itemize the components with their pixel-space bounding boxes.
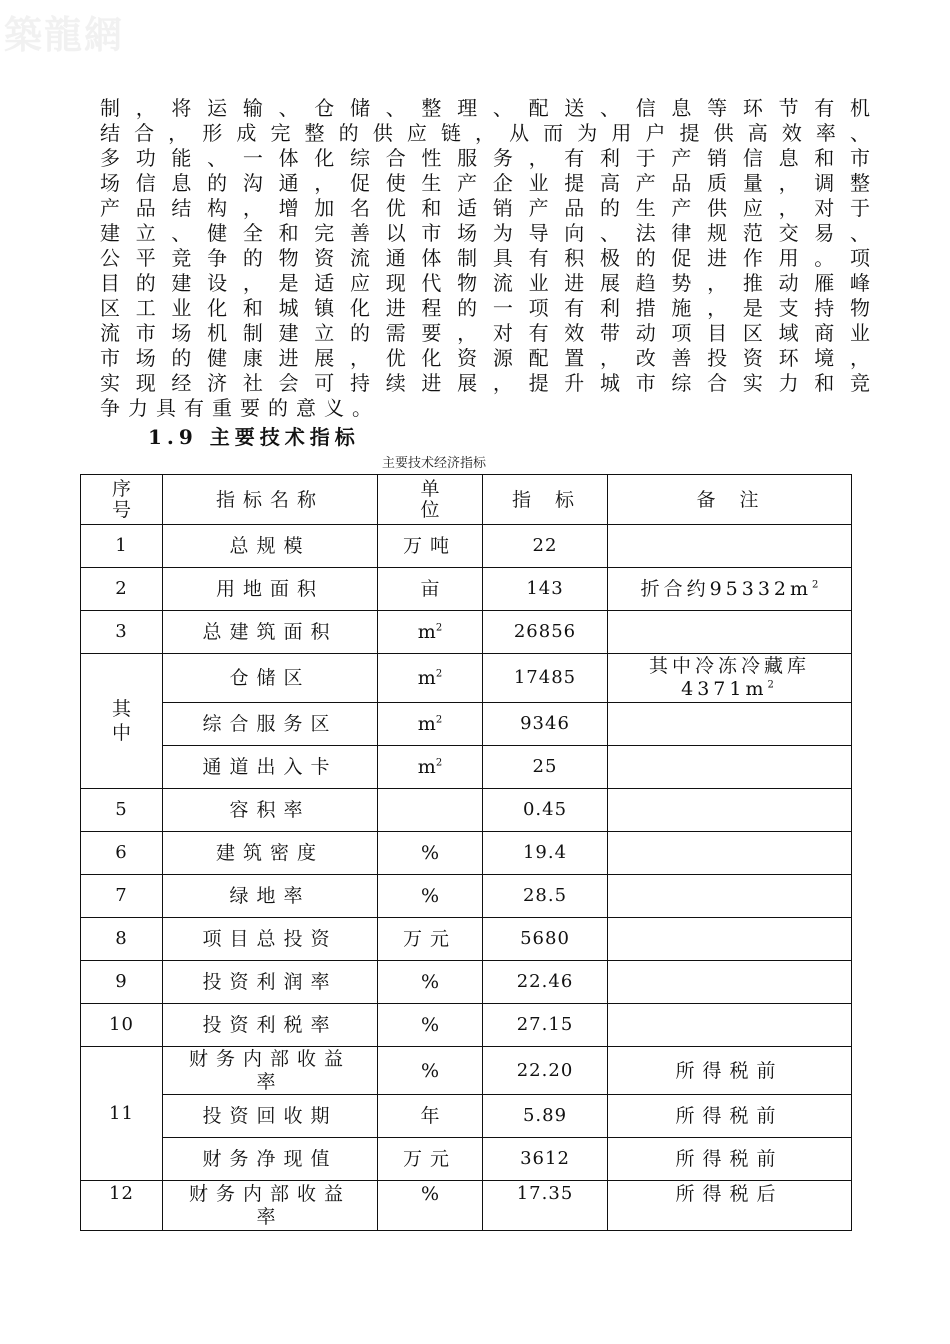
cell-name: 建筑密度 xyxy=(163,832,378,875)
cell-unit: $m^2$ xyxy=(378,654,483,703)
cell-name: 财务内部收益率 xyxy=(163,1181,378,1231)
paragraph-line: 市场的健康进展，优化资源配置，改善投资环境， xyxy=(100,346,870,370)
cell-seq: 12 xyxy=(81,1181,163,1231)
header-unit: 单位 xyxy=(378,475,483,525)
cell-unit: % xyxy=(378,1004,483,1047)
header-name: 指标名称 xyxy=(163,475,378,525)
cell-value: 17.35 xyxy=(483,1181,608,1231)
header-value: 指 标 xyxy=(483,475,608,525)
cell-seq: 2 xyxy=(81,568,163,611)
cell-seq: 6 xyxy=(81,832,163,875)
cell-value: 5.89 xyxy=(483,1095,608,1138)
paragraph-line: 多功能、一体化综合性服务，有利于产销信息和市 xyxy=(100,146,870,170)
cell-unit: 万元 xyxy=(378,918,483,961)
cell-note xyxy=(608,832,852,875)
cell-unit: % xyxy=(378,1181,483,1231)
cell-note xyxy=(608,875,852,918)
table-row xyxy=(81,961,852,1004)
cell-note xyxy=(608,525,852,568)
cell-value: 22 xyxy=(483,525,608,568)
cell-unit: $m^2$ xyxy=(378,746,483,789)
cell-value: 17485 xyxy=(483,654,608,703)
cell-note: 所得税后 xyxy=(608,1181,852,1231)
table-row xyxy=(81,1138,852,1181)
cell-name: 用地面积 xyxy=(163,568,378,611)
cell-name: 总规模 xyxy=(163,525,378,568)
table-row xyxy=(81,1004,852,1047)
cell-seq: 9 xyxy=(81,961,163,1004)
cell-note: 折合约$95332m^2$ xyxy=(608,568,852,611)
paragraph-line: 场信息的沟通，促使生产企业提高产品质量，调整 xyxy=(100,171,870,195)
cell-name: 投资回收期 xyxy=(163,1095,378,1138)
paragraph-line: 制，将运输、仓储、整理、配送、信息等环节有机 xyxy=(100,96,870,120)
table-row xyxy=(81,789,852,832)
cell-seq: 11 xyxy=(81,1047,163,1181)
cell-name: 投资利润率 xyxy=(163,961,378,1004)
indicator-table xyxy=(80,474,852,1231)
table-row xyxy=(81,568,852,611)
table-row xyxy=(81,703,852,746)
table-row xyxy=(81,1181,852,1231)
cell-name: 项目总投资 xyxy=(163,918,378,961)
cell-note: 其中冷冻冷藏库$4371m^2$ xyxy=(608,654,852,703)
cell-value: 28.5 xyxy=(483,875,608,918)
paragraph-line: 实现经济社会可持续进展，提升城市综合实力和竞 xyxy=(100,371,870,395)
cell-name: 绿地率 xyxy=(163,875,378,918)
paragraph-line: 产品结构，增加名优和适销产品的生产供应，对于 xyxy=(100,196,870,220)
cell-unit: % xyxy=(378,832,483,875)
cell-note: 所得税前 xyxy=(608,1047,852,1095)
cell-unit: % xyxy=(378,875,483,918)
table-row xyxy=(81,1047,852,1095)
cell-value: 27.15 xyxy=(483,1004,608,1047)
cell-seq: 5 xyxy=(81,789,163,832)
cell-unit xyxy=(378,789,483,832)
cell-value: 5680 xyxy=(483,918,608,961)
cell-note xyxy=(608,961,852,1004)
table-row xyxy=(81,525,852,568)
cell-name: 通道出入卡 xyxy=(163,746,378,789)
cell-seq: 7 xyxy=(81,875,163,918)
table-row xyxy=(81,918,852,961)
body-paragraph xyxy=(100,96,870,421)
cell-seq: 8 xyxy=(81,918,163,961)
cell-note xyxy=(608,703,852,746)
paragraph-line: 流市场机制建立的需要，对有效带动项目区域商业 xyxy=(100,321,870,345)
table-row xyxy=(81,654,852,703)
cell-seq: 10 xyxy=(81,1004,163,1047)
cell-value: 19.4 xyxy=(483,832,608,875)
paragraph-line: 公平竞争的物资流通体制具有积极的促进作用。项 xyxy=(100,246,870,270)
cell-value: 26856 xyxy=(483,611,608,654)
paragraph-line: 目的建设，是适应现代物流业进展趋势，推动雁峰 xyxy=(100,271,870,295)
paragraph-line: 区工业化和城镇化进程的一项有利措施，是支持物 xyxy=(100,296,870,320)
cell-value: 22.20 xyxy=(483,1047,608,1095)
header-note: 备 注 xyxy=(608,475,852,525)
cell-unit: 亩 xyxy=(378,568,483,611)
section-heading: 1.9 主要技术指标 xyxy=(148,425,360,449)
cell-unit: % xyxy=(378,1047,483,1095)
cell-value: 25 xyxy=(483,746,608,789)
table-caption: 主要技术经济指标 xyxy=(381,456,486,471)
cell-name: 容积率 xyxy=(163,789,378,832)
cell-name: 财务净现值 xyxy=(163,1138,378,1181)
cell-name: 总建筑面积 xyxy=(163,611,378,654)
cell-seq: 1 xyxy=(81,525,163,568)
table-row xyxy=(81,875,852,918)
paragraph-line: 建立、健全和完善以市场为导向、法律规范交易、 xyxy=(100,221,870,245)
cell-unit: % xyxy=(378,961,483,1004)
cell-note xyxy=(608,789,852,832)
cell-name: 财务内部收益率 xyxy=(163,1047,378,1095)
cell-name: 仓储区 xyxy=(163,654,378,703)
header-seq: 序号 xyxy=(81,475,163,525)
cell-note: 所得税前 xyxy=(608,1095,852,1138)
cell-unit: 年 xyxy=(378,1095,483,1138)
table-row xyxy=(81,832,852,875)
table-row xyxy=(81,611,852,654)
paragraph-line: 结合，形成完整的供应链，从而为用户提供高效率、 xyxy=(100,121,870,145)
cell-unit: $m^2$ xyxy=(378,611,483,654)
cell-note xyxy=(608,611,852,654)
cell-value: 143 xyxy=(483,568,608,611)
cell-value: 22.46 xyxy=(483,961,608,1004)
cell-name: 综合服务区 xyxy=(163,703,378,746)
cell-value: 9346 xyxy=(483,703,608,746)
watermark-logo: 築龍網 xyxy=(4,13,125,57)
cell-group: 其中 xyxy=(81,654,163,789)
table-row xyxy=(81,1095,852,1138)
cell-value: 3612 xyxy=(483,1138,608,1181)
cell-value: 0.45 xyxy=(483,789,608,832)
cell-note xyxy=(608,746,852,789)
cell-unit: 万吨 xyxy=(378,525,483,568)
cell-note xyxy=(608,918,852,961)
cell-name: 投资利税率 xyxy=(163,1004,378,1047)
paragraph-line: 争力具有重要的意义。 xyxy=(100,396,380,420)
cell-seq: 3 xyxy=(81,611,163,654)
cell-unit: 万元 xyxy=(378,1138,483,1181)
cell-note xyxy=(608,1004,852,1047)
cell-note: 所得税前 xyxy=(608,1138,852,1181)
cell-unit: $m^2$ xyxy=(378,703,483,746)
table-row xyxy=(81,746,852,789)
table-header-row xyxy=(81,475,852,525)
